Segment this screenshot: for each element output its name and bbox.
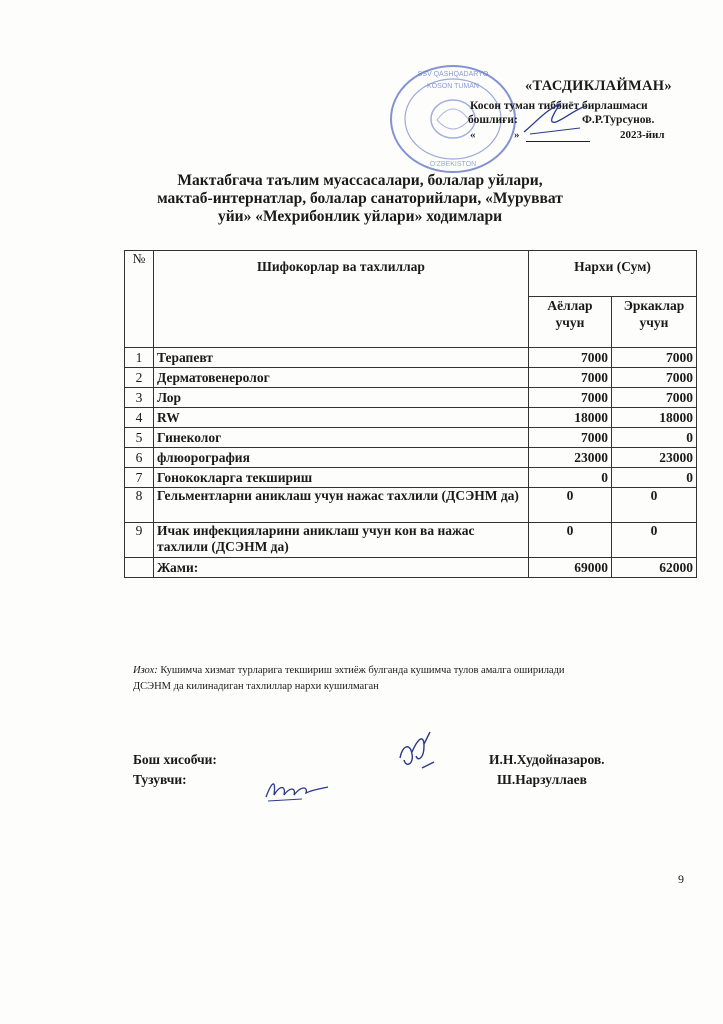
total-number-cell: [125, 558, 154, 578]
row-name: Ичак инфекцияларини аниклаш учун кон ва нажас тахлили (ДСЭНМ да): [154, 523, 529, 558]
row-men-price: 7000: [612, 348, 697, 368]
svg-text:O'ZBEKISTON: O'ZBEKISTON: [429, 161, 477, 168]
svg-text:KOSON TUMAN: KOSON TUMAN: [427, 83, 479, 90]
header-doctors: Шифокорлар ва тахлиллар: [154, 251, 529, 348]
row-women-price: 7000: [529, 368, 612, 388]
header-women: Аёллар учун: [529, 297, 612, 348]
row-number: 8: [125, 488, 154, 523]
footnote-label: Изох:: [133, 665, 158, 676]
approval-title: «ТАСДИКЛАЙМАН»: [525, 78, 672, 94]
table-row: [125, 523, 697, 558]
header-price: Нархи (Сум): [529, 251, 697, 297]
row-name: Гонококларга текшириш: [154, 468, 529, 488]
row-number: 7: [125, 468, 154, 488]
header-number: №: [125, 251, 154, 348]
table-row: [125, 408, 697, 428]
approval-boss-name: Ф.Р.Турсунов.: [582, 114, 655, 126]
page-number: 9: [678, 872, 684, 886]
footnote-text-2: ДСЭНМ да килинадиган тахлиллар нархи кушилмаган: [133, 681, 379, 692]
footnote: [133, 663, 688, 695]
date-quote-open: «: [470, 129, 476, 141]
footnote-text: Кушимча хизмат турларига текшириш эхтиёж булганда кушимча тулов амалга оширилади: [157, 665, 565, 676]
price-table: [124, 250, 697, 578]
total-row: [125, 558, 697, 578]
header-men: Эркаклар учун: [612, 297, 697, 348]
table-row: [125, 428, 697, 448]
row-number: 6: [125, 448, 154, 468]
row-men-price: 23000: [612, 448, 697, 468]
row-number: 9: [125, 523, 154, 558]
row-women-price: 7000: [529, 428, 612, 448]
total-men: 62000: [612, 558, 697, 578]
compiler-signature: [262, 775, 332, 805]
row-men-price: 7000: [612, 388, 697, 408]
row-name: Лор: [154, 388, 529, 408]
row-women-price: 0: [529, 523, 612, 558]
document-title: Мактабгача таълим муассасалари, болалар уйлари, мактаб-интернатлар, болалар санаторийлари, «Мурувват уйи» «Мехрибонлик уйлари» ходимлари: [157, 172, 563, 225]
row-men-price: 0: [612, 468, 697, 488]
row-women-price: 7000: [529, 348, 612, 368]
row-number: 1: [125, 348, 154, 368]
accountant-signature: [394, 728, 440, 776]
row-women-price: 0: [529, 468, 612, 488]
row-name: Терапевт: [154, 348, 529, 368]
row-men-price: 0: [612, 488, 697, 523]
compiler-label: Тузувчи:: [133, 772, 187, 787]
row-men-price: 7000: [612, 368, 697, 388]
row-men-price: 0: [612, 523, 697, 558]
accountant-label: Бош хисобчи:: [133, 752, 217, 767]
row-name: Гельментларни аниклаш учун нажас тахлили (ДСЭНМ да): [154, 488, 529, 523]
row-number: 2: [125, 368, 154, 388]
table-row: [125, 468, 697, 488]
row-name: Гинеколог: [154, 428, 529, 448]
table-row: [125, 488, 697, 523]
total-women: 69000: [529, 558, 612, 578]
approval-boss-label: бошлиғи:: [468, 114, 518, 126]
approval-organization: Косон туман тиббиёт бирлашмаси: [470, 100, 648, 112]
table-row: [125, 368, 697, 388]
row-number: 5: [125, 428, 154, 448]
table-row: [125, 348, 697, 368]
row-women-price: 7000: [529, 388, 612, 408]
row-name: Дерматовенеролог: [154, 368, 529, 388]
row-name: флюорография: [154, 448, 529, 468]
compiler-name: Ш.Нарзуллаев: [497, 772, 587, 787]
row-men-price: 0: [612, 428, 697, 448]
svg-text:SSV QASHQADARYO: SSV QASHQADARYO: [417, 71, 489, 78]
date-line: [526, 141, 590, 142]
row-women-price: 0: [529, 488, 612, 523]
date-quote-close: »: [514, 129, 520, 141]
row-number: 4: [125, 408, 154, 428]
row-women-price: 18000: [529, 408, 612, 428]
row-women-price: 23000: [529, 448, 612, 468]
director-signature: [520, 98, 590, 138]
approval-year: 2023-йил: [620, 129, 665, 141]
row-number: 3: [125, 388, 154, 408]
accountant-name: И.Н.Худойназаров.: [489, 752, 605, 767]
table-row: [125, 448, 697, 468]
row-name: RW: [154, 408, 529, 428]
row-men-price: 18000: [612, 408, 697, 428]
table-row: [125, 388, 697, 408]
total-label: Жами:: [154, 558, 529, 578]
